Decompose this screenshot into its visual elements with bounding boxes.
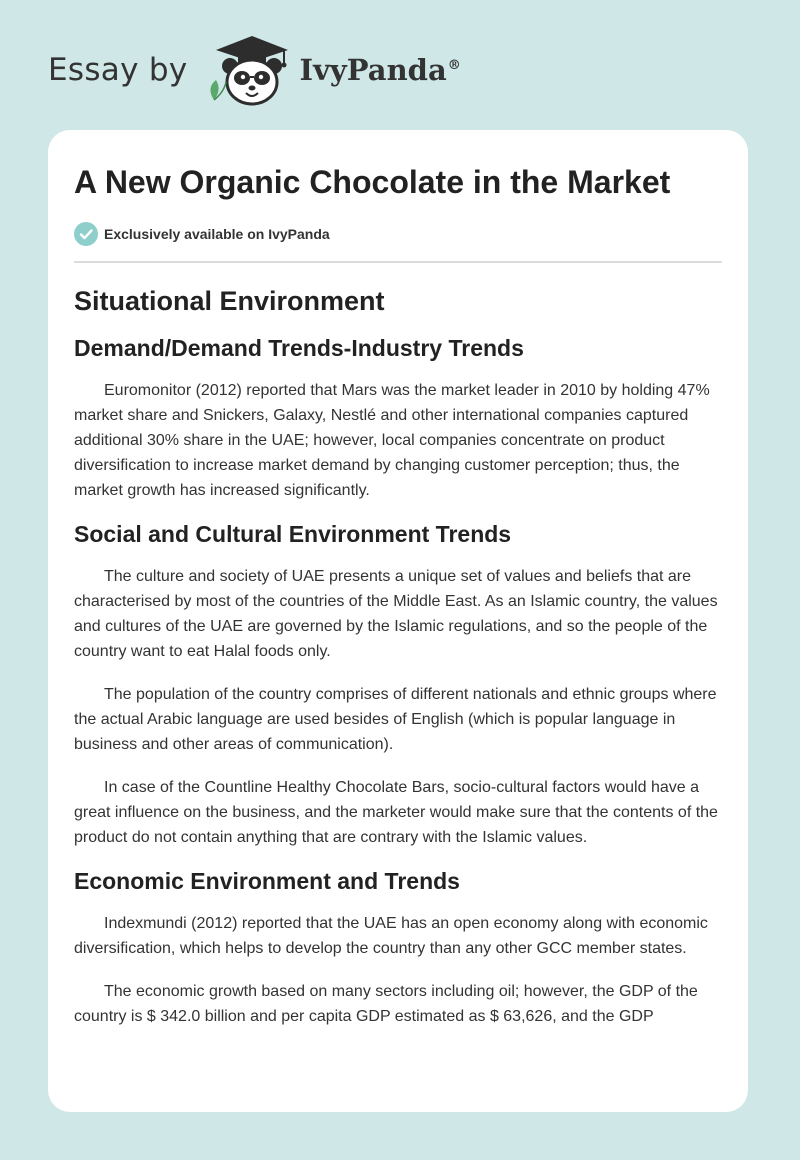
ivypanda-logo-icon[interactable] — [202, 30, 298, 110]
paragraph: Euromonitor (2012) reported that Mars was the market leader in 2010 by holding 47% market share and Snickers, Galaxy, Nestlé and other international companies captured additional 30% share in the UAE; however, local companies concentrate on product diversification to increase market demand by changing customer perception; thus, the market growth has increased significantly. — [74, 382, 710, 499]
exclusive-label: Exclusively available on IvyPanda — [104, 226, 330, 242]
paragraph: In case of the Countline Healthy Chocolate Bars, socio-cultural factors would have a great influence on the business, and the marketer would make sure that the contents of the product do not contain anything that are contrary with the Islamic values. — [74, 779, 718, 846]
brand-header — [48, 30, 461, 110]
article-body — [74, 280, 722, 1047]
paragraph: The culture and society of UAE presents a unique set of values and beliefs that are characterised by most of the countries of the Middle East. As an Islamic country, the values and cultures of the UAE are governed by the Islamic regulations, and so the people of the country want to eat Halal foods only. — [74, 568, 718, 660]
subsection-heading-demand: Demand/Demand Trends-Industry Trends — [74, 335, 524, 361]
title-divider — [74, 261, 722, 263]
section-heading: Situational Environment — [74, 286, 385, 316]
essay-card — [48, 130, 748, 1112]
paragraph: The economic growth based on many sectors including oil; however, the GDP of the country is $ 342.0 billion and per capita GDP estimated as $ 63,626, and the GDP — [74, 983, 698, 1025]
check-circle-icon — [74, 222, 98, 246]
subsection-heading-social: Social and Cultural Environment Trends — [74, 521, 512, 547]
brand-name[interactable]: IvyPanda® — [299, 53, 461, 87]
page-title: A New Organic Chocolate in the Market — [74, 164, 671, 200]
paragraph: Indexmundi (2012) reported that the UAE has an open economy along with economic diversification, which helps to develop the country than any other GCC member states. — [74, 915, 708, 957]
brand-prefix: Essay by — [48, 52, 188, 88]
subsection-heading-economic: Economic Environment and Trends — [74, 868, 460, 894]
paragraph: The population of the country comprises of different nationals and ethnic groups where the actual Arabic language are used besides of English (which is popular language in business and other areas of communication). — [74, 686, 717, 753]
exclusive-badge — [74, 222, 330, 246]
registered-mark: ® — [447, 58, 461, 74]
